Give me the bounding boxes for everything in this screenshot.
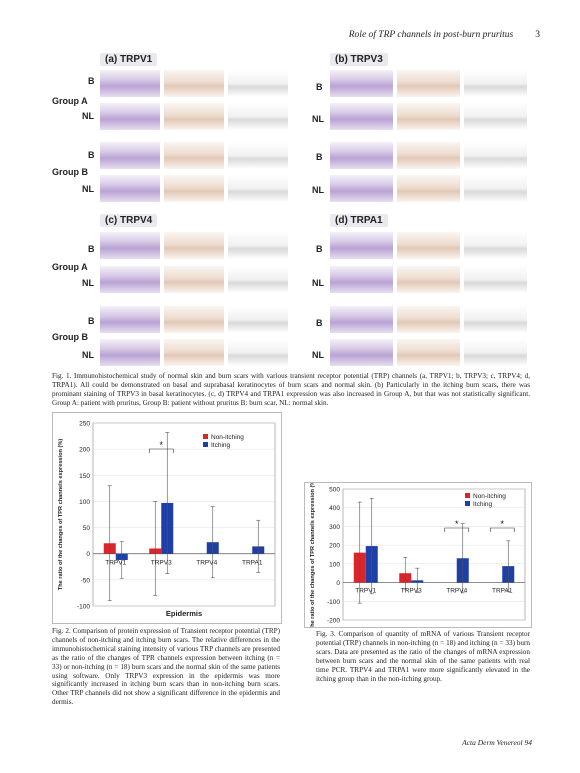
legend-swatch	[465, 501, 470, 506]
micrograph	[397, 103, 460, 130]
micrograph	[397, 175, 460, 202]
y-tick-label: 0	[336, 580, 340, 588]
panel-a	[52, 48, 290, 200]
category-label: TRPA1	[492, 587, 513, 595]
category-label: TRPV3	[400, 587, 422, 595]
panel-d	[292, 210, 530, 366]
micrograph	[100, 339, 160, 366]
micrograph	[464, 266, 527, 293]
figure-1-caption: Fig. 1. Immunohistochemical study of normal skin and burn scars with various transient receptor potential (TRP) channels (a, TRPV1; b, TRPV3; c, TRPV4; d, TRPA1). All could be demonstrated on basal and suprabasal keratinocytes of burn scars and normal skin. (b) Particularly in the itching burn scars, there was prominant staining of TRPV3 in basal keratinocytes. (c, d) TRPV4 and TRPA1 expression was also increased in Group A, but that was not statistically significant. Group A: patient with pruritus, Group B: patient without pruritus B: burn scar, NL: normal skin.	[52, 372, 530, 407]
micrograph	[330, 266, 393, 293]
legend-swatch	[203, 434, 208, 439]
panel-b-title: (b) TRPV3	[330, 53, 388, 66]
y-tick-label: 200	[79, 446, 90, 454]
panel-a-title: (a) TRPV1	[100, 53, 157, 66]
micrograph	[100, 306, 160, 333]
category-label: TRPV1	[105, 559, 127, 567]
figure-2-caption: Fig. 2. Comparison of protein expression of Transient receptor potential (TRP) channels of non-itching and itching burn scars. The relative differences in the immunohistochemical staining intensity of various TRP channels are presented as the ratio of the changes of TPR channels expression between itching (n = 33) or non-itching (n = 18) burn scars and the normal skin of the same patients using software. Only TRPV3 expression in the epidermis was more significantly increased in itching burn scars than in non-itching burn scars. Other TRP channels did not show a significant difference in the epidermis and dermis.	[52, 627, 280, 707]
y-tick-label: 100	[79, 498, 90, 506]
page-number: 3	[535, 30, 540, 40]
y-tick-label: -50	[80, 577, 90, 585]
legend-swatch	[465, 493, 470, 498]
row-label-nl: NL	[312, 114, 324, 124]
micrograph	[228, 306, 288, 333]
micrograph	[330, 175, 393, 202]
y-tick-label: 250	[79, 420, 90, 428]
panel-b	[292, 48, 530, 200]
figure-2-chart	[52, 412, 282, 624]
row-label-nl: NL	[82, 278, 94, 288]
chart-2-svg	[305, 483, 531, 627]
figure-1	[52, 48, 530, 366]
micrograph	[464, 306, 527, 333]
row-label-nl: NL	[312, 278, 324, 288]
y-tick-label: 200	[329, 542, 340, 550]
micrograph	[397, 266, 460, 293]
row-label-b: B	[316, 82, 323, 92]
y-tick-label: -200	[326, 617, 340, 625]
legend-label: Itching	[473, 501, 493, 508]
category-label: TRPV4	[196, 559, 218, 567]
y-axis-label: The ratio of the changes of TPR channels expression (%)	[58, 438, 64, 591]
figure-3-caption: Fig. 3. Comparison of quantity of mRNA of various Transient receptor potential (TRP) channels in non-itching (n = 18) and itching (n = 33) burn scars. Data are presented as the ratio of the changes of mRNA expression between burn scars and the normal skin of the same patients with real time PCR. TRPV4 and TRPA1 were more significantly elevated in the itching group than in the non-itching group.	[316, 630, 530, 683]
row-label-b: B	[88, 150, 95, 160]
micrograph	[228, 103, 288, 130]
category-label: TRPV1	[355, 587, 377, 595]
running-header	[349, 30, 540, 40]
chart-1-svg	[53, 413, 281, 623]
micrograph	[228, 232, 288, 259]
y-tick-label: 400	[329, 505, 340, 513]
micrograph	[164, 175, 224, 202]
x-axis-label: Epidermis	[165, 609, 203, 618]
row-label-nl: NL	[82, 350, 94, 360]
micrograph	[164, 266, 224, 293]
y-tick-label: 300	[329, 523, 340, 531]
y-tick-label: -100	[76, 603, 90, 611]
micrograph	[228, 70, 288, 97]
micrograph	[100, 142, 160, 169]
category-label: TRPA1	[242, 559, 263, 567]
legend-label: Itching	[211, 442, 231, 449]
micrograph	[100, 266, 160, 293]
micrograph	[330, 70, 393, 97]
journal-footer: Acta Derm Venereol 94	[462, 738, 532, 747]
group-a-label: Group A	[52, 262, 88, 272]
row-label-b: B	[88, 244, 95, 254]
micrograph	[330, 142, 393, 169]
micrograph	[228, 266, 288, 293]
micrograph	[397, 232, 460, 259]
micrograph	[100, 70, 160, 97]
micrograph	[164, 103, 224, 130]
y-tick-label: 100	[329, 561, 340, 569]
y-tick-label: 500	[329, 486, 340, 494]
y-tick-label: 150	[79, 472, 90, 480]
micrograph	[164, 142, 224, 169]
micrograph	[397, 142, 460, 169]
micrograph	[228, 339, 288, 366]
y-tick-label: -100	[326, 598, 340, 606]
micrograph	[464, 103, 527, 130]
micrograph	[397, 70, 460, 97]
group-a-label: Group A	[52, 96, 88, 106]
row-label-b: B	[316, 152, 323, 162]
micrograph	[164, 339, 224, 366]
significance-star: *	[454, 519, 459, 529]
y-tick-label: 0	[86, 551, 90, 559]
micrograph	[164, 70, 224, 97]
micrograph	[228, 142, 288, 169]
panel-c-title: (c) TRPV4	[100, 214, 157, 227]
micrograph	[330, 232, 393, 259]
y-axis-label: The ratio of the changes of TPR channels expression (%)	[310, 483, 316, 627]
significance-star: *	[500, 519, 505, 529]
figure-3-chart	[304, 482, 532, 628]
panel-c	[52, 210, 290, 366]
row-label-nl: NL	[312, 350, 324, 360]
group-b-label: Group B	[52, 332, 88, 342]
y-tick-label: 50	[82, 525, 90, 533]
row-label-nl: NL	[312, 185, 324, 195]
row-label-b: B	[316, 318, 323, 328]
micrograph	[464, 70, 527, 97]
micrograph	[464, 232, 527, 259]
row-label-b: B	[316, 244, 323, 254]
panel-d-title: (d) TRPA1	[330, 214, 388, 227]
category-label: TRPV3	[150, 559, 172, 567]
legend-label: Non-itching	[211, 434, 244, 441]
row-label-b: B	[88, 76, 95, 86]
category-label: TRPV4	[446, 587, 468, 595]
row-label-nl: NL	[82, 111, 94, 121]
running-title: Role of TRP channels in post-burn pruritus	[348, 30, 514, 40]
micrograph	[330, 339, 393, 366]
legend-swatch	[203, 442, 208, 447]
micrograph	[100, 232, 160, 259]
micrograph	[100, 175, 160, 202]
significance-star: *	[159, 440, 164, 450]
micrograph	[397, 306, 460, 333]
micrograph	[330, 306, 393, 333]
micrograph	[164, 306, 224, 333]
row-label-b: B	[88, 316, 95, 326]
micrograph	[228, 175, 288, 202]
group-b-label: Group B	[52, 167, 88, 177]
micrograph	[330, 103, 393, 130]
row-label-nl: NL	[82, 184, 94, 194]
micrograph	[100, 103, 160, 130]
micrograph	[397, 339, 460, 366]
micrograph	[464, 175, 527, 202]
micrograph	[464, 142, 527, 169]
micrograph	[164, 232, 224, 259]
micrograph	[464, 339, 527, 366]
legend-label: Non-itching	[473, 493, 506, 500]
